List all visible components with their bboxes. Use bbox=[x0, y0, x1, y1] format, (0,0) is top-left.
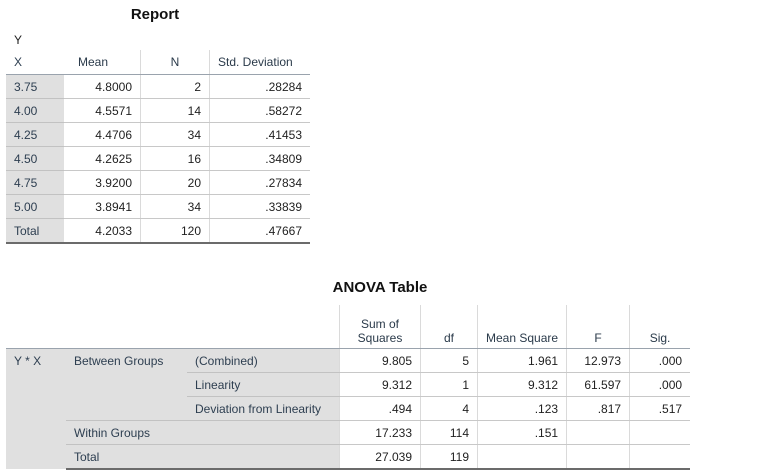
anova-header-ss-line2: Squares bbox=[357, 331, 403, 345]
report-n: 16 bbox=[141, 147, 210, 171]
anova-f: .817 bbox=[567, 397, 630, 421]
report-table bbox=[6, 50, 310, 244]
report-std: .27834 bbox=[210, 171, 311, 195]
anova-ss: .494 bbox=[340, 397, 421, 421]
report-mean: 4.5571 bbox=[64, 99, 141, 123]
report-x-value: 4.50 bbox=[6, 147, 64, 171]
anova-ss: 9.312 bbox=[340, 373, 421, 397]
report-header-mean: Mean bbox=[64, 50, 141, 75]
anova-ms: .151 bbox=[478, 421, 567, 445]
anova-header-sig: Sig. bbox=[630, 305, 691, 349]
report-std: .28284 bbox=[210, 75, 311, 99]
anova-ms bbox=[478, 445, 567, 470]
report-std: .34809 bbox=[210, 147, 311, 171]
anova-ss: 9.805 bbox=[340, 349, 421, 373]
table-row bbox=[6, 195, 310, 219]
dependent-variable-label: Y bbox=[14, 33, 23, 47]
report-mean: 3.8941 bbox=[64, 195, 141, 219]
anova-row-label: Deviation from Linearity bbox=[187, 397, 340, 421]
anova-header-mean-square: Mean Square bbox=[478, 305, 567, 349]
anova-sig bbox=[630, 445, 691, 470]
table-row bbox=[6, 349, 690, 373]
anova-header-blank bbox=[6, 305, 340, 349]
anova-df: 5 bbox=[421, 349, 478, 373]
table-row bbox=[6, 147, 310, 171]
report-n: 120 bbox=[141, 219, 210, 244]
report-title: Report bbox=[130, 6, 180, 23]
report-x-value: Total bbox=[6, 219, 64, 244]
report-std: .58272 bbox=[210, 99, 311, 123]
anova-title: ANOVA Table bbox=[332, 279, 428, 296]
report-std: .47667 bbox=[210, 219, 311, 244]
anova-sig: .000 bbox=[630, 373, 691, 397]
report-x-value: 3.75 bbox=[6, 75, 64, 99]
report-header-std: Std. Deviation bbox=[210, 50, 311, 75]
anova-header-df: df bbox=[421, 305, 478, 349]
report-n: 2 bbox=[141, 75, 210, 99]
anova-ms: 9.312 bbox=[478, 373, 567, 397]
report-header-row bbox=[6, 50, 310, 75]
anova-df: 1 bbox=[421, 373, 478, 397]
anova-ms: .123 bbox=[478, 397, 567, 421]
report-x-value: 4.00 bbox=[6, 99, 64, 123]
anova-ss: 27.039 bbox=[340, 445, 421, 470]
anova-sig bbox=[630, 421, 691, 445]
table-row bbox=[6, 421, 690, 445]
anova-f: 12.973 bbox=[567, 349, 630, 373]
anova-row-label: Within Groups bbox=[66, 421, 340, 445]
report-mean: 3.9200 bbox=[64, 171, 141, 195]
anova-between-groups-label: Between Groups bbox=[66, 349, 187, 421]
report-std: .41453 bbox=[210, 123, 311, 147]
anova-stub-label: Y * X bbox=[6, 349, 66, 470]
anova-header-ss-line1: Sum of bbox=[360, 317, 399, 331]
anova-f: 61.597 bbox=[567, 373, 630, 397]
report-header-x: X bbox=[6, 50, 64, 75]
anova-header-f: F bbox=[567, 305, 630, 349]
report-mean: 4.4706 bbox=[64, 123, 141, 147]
anova-df: 4 bbox=[421, 397, 478, 421]
anova-header-sum-of-squares bbox=[340, 305, 421, 349]
report-mean: 4.2625 bbox=[64, 147, 141, 171]
anova-f bbox=[567, 421, 630, 445]
anova-row-label: Linearity bbox=[187, 373, 340, 397]
table-row bbox=[6, 99, 310, 123]
anova-header-row bbox=[6, 305, 690, 349]
anova-ms: 1.961 bbox=[478, 349, 567, 373]
anova-sig: .517 bbox=[630, 397, 691, 421]
anova-f bbox=[567, 445, 630, 470]
report-n: 14 bbox=[141, 99, 210, 123]
report-x-value: 5.00 bbox=[6, 195, 64, 219]
table-row bbox=[6, 75, 310, 99]
table-row-total bbox=[6, 445, 690, 470]
report-x-value: 4.25 bbox=[6, 123, 64, 147]
anova-sig: .000 bbox=[630, 349, 691, 373]
anova-table bbox=[6, 305, 690, 470]
report-n: 20 bbox=[141, 171, 210, 195]
report-mean: 4.8000 bbox=[64, 75, 141, 99]
report-mean: 4.2033 bbox=[64, 219, 141, 244]
anova-row-label: Total bbox=[66, 445, 340, 470]
anova-ss: 17.233 bbox=[340, 421, 421, 445]
anova-df: 114 bbox=[421, 421, 478, 445]
report-std: .33839 bbox=[210, 195, 311, 219]
table-row bbox=[6, 123, 310, 147]
report-x-value: 4.75 bbox=[6, 171, 64, 195]
table-row-total bbox=[6, 219, 310, 244]
report-header-n: N bbox=[141, 50, 210, 75]
anova-df: 119 bbox=[421, 445, 478, 470]
report-n: 34 bbox=[141, 195, 210, 219]
anova-row-label: (Combined) bbox=[187, 349, 340, 373]
report-n: 34 bbox=[141, 123, 210, 147]
table-row bbox=[6, 171, 310, 195]
